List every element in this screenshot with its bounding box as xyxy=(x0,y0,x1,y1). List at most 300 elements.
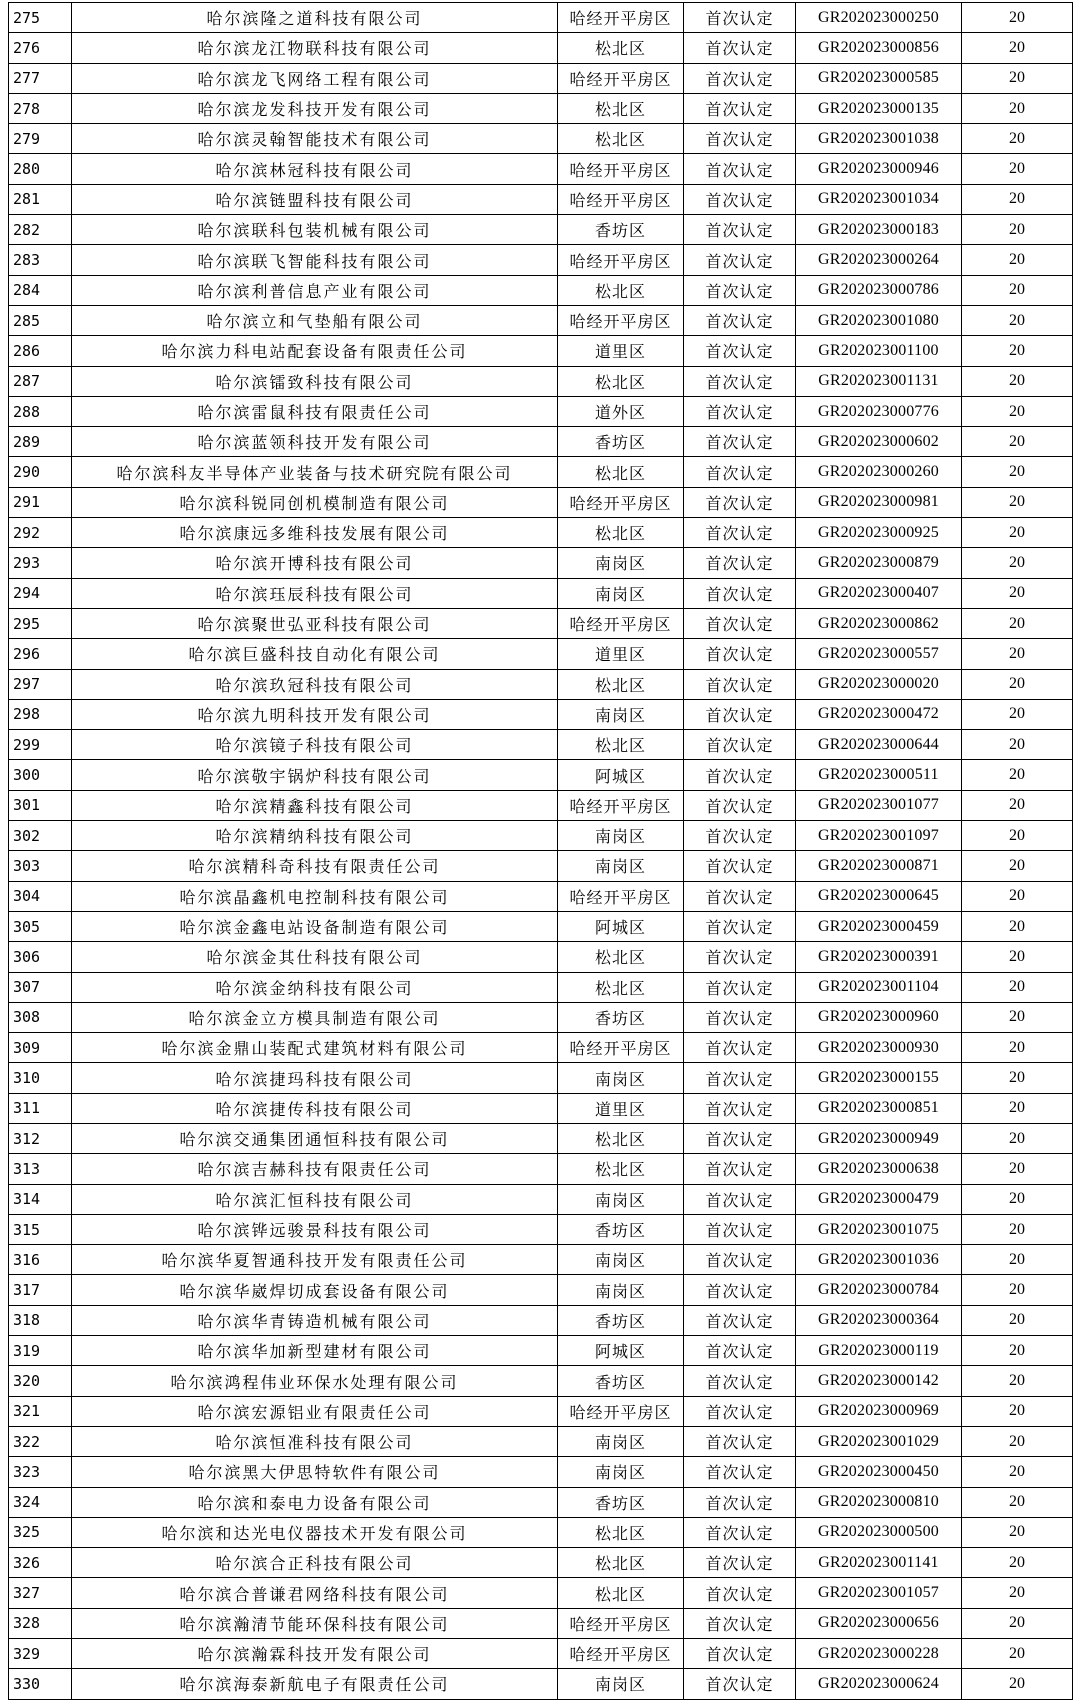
company-name-cell: 哈尔滨精鑫科技有限公司 xyxy=(72,790,558,820)
company-name-cell: 哈尔滨玖冠科技有限公司 xyxy=(72,669,558,699)
certificate-code-cell: GR202023000930 xyxy=(796,1033,962,1063)
row-number-cell: 310 xyxy=(9,1063,72,1093)
row-number-cell: 309 xyxy=(9,1033,72,1063)
company-name-cell: 哈尔滨隆之道科技有限公司 xyxy=(72,3,558,33)
certification-type-cell: 首次认定 xyxy=(684,639,796,669)
table-row xyxy=(9,760,1073,790)
certification-type-cell: 首次认定 xyxy=(684,154,796,184)
certificate-code-cell: GR202023000981 xyxy=(796,487,962,517)
company-name-cell: 哈尔滨金纳科技有限公司 xyxy=(72,972,558,1002)
certificate-code-cell: GR202023001029 xyxy=(796,1426,962,1456)
row-number-cell: 323 xyxy=(9,1457,72,1487)
row-number-cell: 325 xyxy=(9,1517,72,1547)
score-cell: 20 xyxy=(962,1517,1073,1547)
certificate-code-cell: GR202023001100 xyxy=(796,336,962,366)
district-cell: 哈经开平房区 xyxy=(558,1033,684,1063)
score-cell: 20 xyxy=(962,1033,1073,1063)
certificate-code-cell: GR202023001141 xyxy=(796,1548,962,1578)
district-cell: 松北区 xyxy=(558,33,684,63)
table-row xyxy=(9,124,1073,154)
table-row xyxy=(9,1033,1073,1063)
company-name-cell: 哈尔滨灵翰智能技术有限公司 xyxy=(72,124,558,154)
table-row xyxy=(9,548,1073,578)
row-number-cell: 326 xyxy=(9,1548,72,1578)
table-row xyxy=(9,1396,1073,1426)
table-row xyxy=(9,1184,1073,1214)
row-number-cell: 322 xyxy=(9,1426,72,1456)
district-cell: 南岗区 xyxy=(558,851,684,881)
row-number-cell: 288 xyxy=(9,396,72,426)
row-number-cell: 275 xyxy=(9,3,72,33)
company-name-cell: 哈尔滨龙发科技开发有限公司 xyxy=(72,93,558,123)
score-cell: 20 xyxy=(962,336,1073,366)
certification-type-cell: 首次认定 xyxy=(684,1002,796,1032)
certification-type-cell: 首次认定 xyxy=(684,1336,796,1366)
table-row xyxy=(9,1154,1073,1184)
score-cell: 20 xyxy=(962,1336,1073,1366)
district-cell: 阿城区 xyxy=(558,911,684,941)
company-name-cell: 哈尔滨海泰新航电子有限责任公司 xyxy=(72,1669,558,1699)
district-cell: 哈经开平房区 xyxy=(558,184,684,214)
certification-type-cell: 首次认定 xyxy=(684,427,796,457)
district-cell: 松北区 xyxy=(558,669,684,699)
company-name-cell: 哈尔滨华加新型建材有限公司 xyxy=(72,1336,558,1366)
company-name-cell: 哈尔滨合普谦君网络科技有限公司 xyxy=(72,1578,558,1608)
certificate-code-cell: GR202023000879 xyxy=(796,548,962,578)
company-name-cell: 哈尔滨立和气垫船有限公司 xyxy=(72,305,558,335)
company-name-cell: 哈尔滨龙江物联科技有限公司 xyxy=(72,33,558,63)
score-cell: 20 xyxy=(962,427,1073,457)
score-cell: 20 xyxy=(962,790,1073,820)
row-number-cell: 311 xyxy=(9,1093,72,1123)
table-row xyxy=(9,881,1073,911)
row-number-cell: 328 xyxy=(9,1608,72,1638)
certification-type-cell: 首次认定 xyxy=(684,548,796,578)
row-number-cell: 317 xyxy=(9,1275,72,1305)
score-cell: 20 xyxy=(962,1396,1073,1426)
company-name-cell: 哈尔滨黑大伊思特软件有限公司 xyxy=(72,1457,558,1487)
score-cell: 20 xyxy=(962,1639,1073,1669)
district-cell: 哈经开平房区 xyxy=(558,790,684,820)
district-cell: 香坊区 xyxy=(558,1214,684,1244)
district-cell: 哈经开平房区 xyxy=(558,305,684,335)
certification-type-cell: 首次认定 xyxy=(684,669,796,699)
company-name-cell: 哈尔滨合正科技有限公司 xyxy=(72,1548,558,1578)
row-number-cell: 306 xyxy=(9,942,72,972)
company-name-cell: 哈尔滨珏辰科技有限公司 xyxy=(72,578,558,608)
certification-type-cell: 首次认定 xyxy=(684,3,796,33)
certificate-code-cell: GR202023001038 xyxy=(796,124,962,154)
score-cell: 20 xyxy=(962,1275,1073,1305)
certificate-code-cell: GR202023000391 xyxy=(796,942,962,972)
row-number-cell: 295 xyxy=(9,608,72,638)
company-name-cell: 哈尔滨利普信息产业有限公司 xyxy=(72,275,558,305)
score-cell: 20 xyxy=(962,184,1073,214)
certificate-code-cell: GR202023001075 xyxy=(796,1214,962,1244)
table-row xyxy=(9,821,1073,851)
score-cell: 20 xyxy=(962,881,1073,911)
company-name-cell: 哈尔滨蓝领科技开发有限公司 xyxy=(72,427,558,457)
table-row xyxy=(9,1517,1073,1547)
row-number-cell: 287 xyxy=(9,366,72,396)
certification-type-cell: 首次认定 xyxy=(684,1487,796,1517)
company-name-cell: 哈尔滨和泰电力设备有限公司 xyxy=(72,1487,558,1517)
row-number-cell: 300 xyxy=(9,760,72,790)
district-cell: 松北区 xyxy=(558,1154,684,1184)
row-number-cell: 314 xyxy=(9,1184,72,1214)
certification-type-cell: 首次认定 xyxy=(684,851,796,881)
certification-type-cell: 首次认定 xyxy=(684,1033,796,1063)
certification-type-cell: 首次认定 xyxy=(684,457,796,487)
certification-type-cell: 首次认定 xyxy=(684,518,796,548)
table-body xyxy=(9,3,1073,1700)
certification-type-cell: 首次认定 xyxy=(684,124,796,154)
row-number-cell: 284 xyxy=(9,275,72,305)
certificate-code-cell: GR202023000656 xyxy=(796,1608,962,1638)
row-number-cell: 276 xyxy=(9,33,72,63)
table-row xyxy=(9,1123,1073,1153)
district-cell: 道里区 xyxy=(558,639,684,669)
table-row xyxy=(9,1063,1073,1093)
certificate-code-cell: GR202023000585 xyxy=(796,63,962,93)
table-row xyxy=(9,1275,1073,1305)
certificate-code-cell: GR202023000142 xyxy=(796,1366,962,1396)
company-name-cell: 哈尔滨镜子科技有限公司 xyxy=(72,730,558,760)
company-name-cell: 哈尔滨晶鑫机电控制科技有限公司 xyxy=(72,881,558,911)
district-cell: 哈经开平房区 xyxy=(558,154,684,184)
certification-type-cell: 首次认定 xyxy=(684,215,796,245)
district-cell: 香坊区 xyxy=(558,427,684,457)
row-number-cell: 315 xyxy=(9,1214,72,1244)
company-name-cell: 哈尔滨科友半导体产业装备与技术研究院有限公司 xyxy=(72,457,558,487)
table-row xyxy=(9,1608,1073,1638)
table-row xyxy=(9,911,1073,941)
row-number-cell: 290 xyxy=(9,457,72,487)
certification-type-cell: 首次认定 xyxy=(684,1245,796,1275)
district-cell: 阿城区 xyxy=(558,1336,684,1366)
district-cell: 南岗区 xyxy=(558,1275,684,1305)
certification-type-cell: 首次认定 xyxy=(684,760,796,790)
row-number-cell: 285 xyxy=(9,305,72,335)
score-cell: 20 xyxy=(962,1154,1073,1184)
district-cell: 南岗区 xyxy=(558,821,684,851)
company-name-cell: 哈尔滨交通集团通恒科技有限公司 xyxy=(72,1123,558,1153)
certificate-code-cell: GR202023000862 xyxy=(796,608,962,638)
table-row xyxy=(9,972,1073,1002)
table-row xyxy=(9,1002,1073,1032)
row-number-cell: 286 xyxy=(9,336,72,366)
table-row xyxy=(9,1366,1073,1396)
district-cell: 道外区 xyxy=(558,396,684,426)
certificate-code-cell: GR202023000472 xyxy=(796,699,962,729)
district-cell: 南岗区 xyxy=(558,699,684,729)
district-cell: 松北区 xyxy=(558,1517,684,1547)
company-name-cell: 哈尔滨瀚霖科技开发有限公司 xyxy=(72,1639,558,1669)
certificate-code-cell: GR202023000119 xyxy=(796,1336,962,1366)
row-number-cell: 301 xyxy=(9,790,72,820)
score-cell: 20 xyxy=(962,821,1073,851)
company-name-cell: 哈尔滨精纳科技有限公司 xyxy=(72,821,558,851)
table-row xyxy=(9,518,1073,548)
district-cell: 南岗区 xyxy=(558,1245,684,1275)
company-name-cell: 哈尔滨金立方模具制造有限公司 xyxy=(72,1002,558,1032)
certification-type-cell: 首次认定 xyxy=(684,578,796,608)
row-number-cell: 304 xyxy=(9,881,72,911)
certification-type-cell: 首次认定 xyxy=(684,942,796,972)
row-number-cell: 281 xyxy=(9,184,72,214)
score-cell: 20 xyxy=(962,1184,1073,1214)
certificate-code-cell: GR202023000624 xyxy=(796,1669,962,1699)
company-name-cell: 哈尔滨瀚清节能环保科技有限公司 xyxy=(72,1608,558,1638)
certificate-code-cell: GR202023000856 xyxy=(796,33,962,63)
company-name-cell: 哈尔滨恒准科技有限公司 xyxy=(72,1426,558,1456)
district-cell: 香坊区 xyxy=(558,1305,684,1335)
certification-type-cell: 首次认定 xyxy=(684,1305,796,1335)
district-cell: 松北区 xyxy=(558,1548,684,1578)
certification-type-cell: 首次认定 xyxy=(684,93,796,123)
certificate-code-cell: GR202023000784 xyxy=(796,1275,962,1305)
row-number-cell: 330 xyxy=(9,1669,72,1699)
certification-type-cell: 首次认定 xyxy=(684,1063,796,1093)
table-row xyxy=(9,730,1073,760)
score-cell: 20 xyxy=(962,1578,1073,1608)
district-cell: 松北区 xyxy=(558,457,684,487)
certification-type-cell: 首次认定 xyxy=(684,1548,796,1578)
district-cell: 南岗区 xyxy=(558,548,684,578)
certificate-code-cell: GR202023000557 xyxy=(796,639,962,669)
table-row xyxy=(9,396,1073,426)
company-name-cell: 哈尔滨雷鼠科技有限责任公司 xyxy=(72,396,558,426)
company-name-cell: 哈尔滨金鑫电站设备制造有限公司 xyxy=(72,911,558,941)
row-number-cell: 327 xyxy=(9,1578,72,1608)
certificate-code-cell: GR202023000183 xyxy=(796,215,962,245)
score-cell: 20 xyxy=(962,608,1073,638)
score-cell: 20 xyxy=(962,942,1073,972)
certificate-code-cell: GR202023000228 xyxy=(796,1639,962,1669)
table-row xyxy=(9,699,1073,729)
row-number-cell: 293 xyxy=(9,548,72,578)
table-row xyxy=(9,942,1073,972)
certificate-code-cell: GR202023000602 xyxy=(796,427,962,457)
score-cell: 20 xyxy=(962,1305,1073,1335)
certification-type-cell: 首次认定 xyxy=(684,336,796,366)
row-number-cell: 321 xyxy=(9,1396,72,1426)
certificate-code-cell: GR202023000264 xyxy=(796,245,962,275)
score-cell: 20 xyxy=(962,1245,1073,1275)
row-number-cell: 303 xyxy=(9,851,72,881)
company-name-cell: 哈尔滨聚世弘亚科技有限公司 xyxy=(72,608,558,638)
table-row xyxy=(9,245,1073,275)
district-cell: 香坊区 xyxy=(558,1487,684,1517)
company-name-cell: 哈尔滨华青铸造机械有限公司 xyxy=(72,1305,558,1335)
table-row xyxy=(9,336,1073,366)
company-name-cell: 哈尔滨联科包装机械有限公司 xyxy=(72,215,558,245)
score-cell: 20 xyxy=(962,699,1073,729)
district-cell: 香坊区 xyxy=(558,215,684,245)
company-name-cell: 哈尔滨金鼎山装配式建筑材料有限公司 xyxy=(72,1033,558,1063)
certificate-code-cell: GR202023000638 xyxy=(796,1154,962,1184)
score-cell: 20 xyxy=(962,1669,1073,1699)
score-cell: 20 xyxy=(962,215,1073,245)
score-cell: 20 xyxy=(962,305,1073,335)
score-cell: 20 xyxy=(962,851,1073,881)
district-cell: 阿城区 xyxy=(558,760,684,790)
certification-type-cell: 首次认定 xyxy=(684,821,796,851)
certification-type-cell: 首次认定 xyxy=(684,33,796,63)
company-name-cell: 哈尔滨吉赫科技有限责任公司 xyxy=(72,1154,558,1184)
certification-type-cell: 首次认定 xyxy=(684,1123,796,1153)
certification-type-cell: 首次认定 xyxy=(684,1396,796,1426)
score-cell: 20 xyxy=(962,1366,1073,1396)
score-cell: 20 xyxy=(962,93,1073,123)
score-cell: 20 xyxy=(962,1063,1073,1093)
score-cell: 20 xyxy=(962,669,1073,699)
district-cell: 南岗区 xyxy=(558,1669,684,1699)
row-number-cell: 308 xyxy=(9,1002,72,1032)
certificate-code-cell: GR202023000960 xyxy=(796,1002,962,1032)
score-cell: 20 xyxy=(962,548,1073,578)
score-cell: 20 xyxy=(962,154,1073,184)
certificate-code-cell: GR202023000459 xyxy=(796,911,962,941)
certificate-code-cell: GR202023000969 xyxy=(796,1396,962,1426)
row-number-cell: 277 xyxy=(9,63,72,93)
score-cell: 20 xyxy=(962,760,1073,790)
certification-type-cell: 首次认定 xyxy=(684,1608,796,1638)
certification-type-cell: 首次认定 xyxy=(684,1184,796,1214)
certificate-code-cell: GR202023000925 xyxy=(796,518,962,548)
row-number-cell: 291 xyxy=(9,487,72,517)
row-number-cell: 292 xyxy=(9,518,72,548)
table-row xyxy=(9,427,1073,457)
certificate-code-cell: GR202023000511 xyxy=(796,760,962,790)
certification-type-cell: 首次认定 xyxy=(684,730,796,760)
certificate-code-cell: GR202023001057 xyxy=(796,1578,962,1608)
table-row xyxy=(9,1305,1073,1335)
row-number-cell: 313 xyxy=(9,1154,72,1184)
table-row xyxy=(9,1487,1073,1517)
table-row xyxy=(9,305,1073,335)
table-row xyxy=(9,1093,1073,1123)
table-row xyxy=(9,669,1073,699)
district-cell: 松北区 xyxy=(558,1123,684,1153)
certification-type-cell: 首次认定 xyxy=(684,608,796,638)
table-row xyxy=(9,457,1073,487)
table-row xyxy=(9,1639,1073,1669)
row-number-cell: 320 xyxy=(9,1366,72,1396)
score-cell: 20 xyxy=(962,1002,1073,1032)
table-row xyxy=(9,3,1073,33)
score-cell: 20 xyxy=(962,1457,1073,1487)
company-name-cell: 哈尔滨巨盛科技自动化有限公司 xyxy=(72,639,558,669)
certificate-code-cell: GR202023000786 xyxy=(796,275,962,305)
company-name-cell: 哈尔滨鸿程伟业环保水处理有限公司 xyxy=(72,1366,558,1396)
company-name-cell: 哈尔滨九明科技开发有限公司 xyxy=(72,699,558,729)
row-number-cell: 316 xyxy=(9,1245,72,1275)
row-number-cell: 329 xyxy=(9,1639,72,1669)
certification-type-cell: 首次认定 xyxy=(684,911,796,941)
row-number-cell: 294 xyxy=(9,578,72,608)
certificate-code-cell: GR202023001131 xyxy=(796,366,962,396)
row-number-cell: 312 xyxy=(9,1123,72,1153)
district-cell: 哈经开平房区 xyxy=(558,1639,684,1669)
table-row xyxy=(9,1336,1073,1366)
company-name-cell: 哈尔滨龙飞网络工程有限公司 xyxy=(72,63,558,93)
score-cell: 20 xyxy=(962,1426,1073,1456)
table-row xyxy=(9,608,1073,638)
table-row xyxy=(9,33,1073,63)
score-cell: 20 xyxy=(962,275,1073,305)
score-cell: 20 xyxy=(962,3,1073,33)
district-cell: 哈经开平房区 xyxy=(558,245,684,275)
row-number-cell: 297 xyxy=(9,669,72,699)
score-cell: 20 xyxy=(962,457,1073,487)
certificate-code-cell: GR202023001104 xyxy=(796,972,962,1002)
district-cell: 哈经开平房区 xyxy=(558,1608,684,1638)
certificate-code-cell: GR202023000946 xyxy=(796,154,962,184)
row-number-cell: 289 xyxy=(9,427,72,457)
table-row xyxy=(9,851,1073,881)
row-number-cell: 324 xyxy=(9,1487,72,1517)
table-row xyxy=(9,184,1073,214)
certification-type-cell: 首次认定 xyxy=(684,972,796,1002)
certification-type-cell: 首次认定 xyxy=(684,1639,796,1669)
score-cell: 20 xyxy=(962,639,1073,669)
district-cell: 南岗区 xyxy=(558,1426,684,1456)
company-name-cell: 哈尔滨科锐同创机模制造有限公司 xyxy=(72,487,558,517)
certification-type-cell: 首次认定 xyxy=(684,487,796,517)
certificate-code-cell: GR202023001077 xyxy=(796,790,962,820)
certification-type-cell: 首次认定 xyxy=(684,245,796,275)
certificate-code-cell: GR202023000260 xyxy=(796,457,962,487)
table-row xyxy=(9,63,1073,93)
district-cell: 南岗区 xyxy=(558,1184,684,1214)
certification-type-cell: 首次认定 xyxy=(684,1214,796,1244)
district-cell: 道里区 xyxy=(558,336,684,366)
score-cell: 20 xyxy=(962,366,1073,396)
certification-type-cell: 首次认定 xyxy=(684,1426,796,1456)
table-row xyxy=(9,366,1073,396)
row-number-cell: 319 xyxy=(9,1336,72,1366)
certificate-code-cell: GR202023000644 xyxy=(796,730,962,760)
row-number-cell: 279 xyxy=(9,124,72,154)
certificate-code-cell: GR202023000155 xyxy=(796,1063,962,1093)
certificate-code-cell: GR202023000250 xyxy=(796,3,962,33)
district-cell: 松北区 xyxy=(558,124,684,154)
district-cell: 松北区 xyxy=(558,942,684,972)
score-cell: 20 xyxy=(962,730,1073,760)
company-name-cell: 哈尔滨华夏智通科技开发有限责任公司 xyxy=(72,1245,558,1275)
company-name-cell: 哈尔滨链盟科技有限公司 xyxy=(72,184,558,214)
certification-type-cell: 首次认定 xyxy=(684,1578,796,1608)
table-row xyxy=(9,790,1073,820)
score-cell: 20 xyxy=(962,518,1073,548)
table-row xyxy=(9,1245,1073,1275)
certification-type-cell: 首次认定 xyxy=(684,366,796,396)
enterprise-table xyxy=(8,2,1073,1700)
score-cell: 20 xyxy=(962,1548,1073,1578)
certificate-code-cell: GR202023001097 xyxy=(796,821,962,851)
score-cell: 20 xyxy=(962,972,1073,1002)
score-cell: 20 xyxy=(962,1487,1073,1517)
district-cell: 香坊区 xyxy=(558,1366,684,1396)
certification-type-cell: 首次认定 xyxy=(684,699,796,729)
score-cell: 20 xyxy=(962,1608,1073,1638)
table-row xyxy=(9,578,1073,608)
table-row xyxy=(9,215,1073,245)
score-cell: 20 xyxy=(962,911,1073,941)
table-row xyxy=(9,93,1073,123)
district-cell: 哈经开平房区 xyxy=(558,1396,684,1426)
